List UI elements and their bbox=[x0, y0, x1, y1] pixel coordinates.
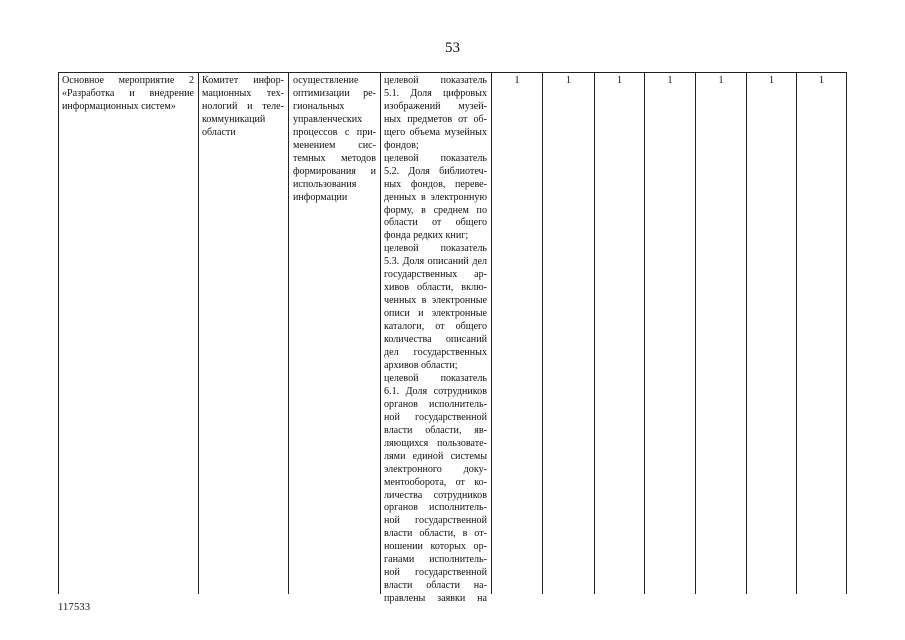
indicator-line: власти области на- bbox=[384, 580, 487, 592]
indicator-line: ментооборота, от ко- bbox=[384, 476, 487, 488]
indicator-line: 5.1. Доля цифровых bbox=[384, 87, 487, 99]
event-name-line: «Разработка и внедрение bbox=[62, 87, 194, 99]
col-border bbox=[695, 72, 696, 594]
value-cell: 1 bbox=[616, 75, 623, 86]
executor-line: нологий и теле- bbox=[202, 100, 284, 112]
program-table bbox=[58, 72, 846, 605]
value-cell: 1 bbox=[514, 75, 520, 86]
indicator-line: целевой показатель bbox=[384, 75, 487, 86]
col-border bbox=[846, 72, 847, 594]
event-name-line: информационных систем» bbox=[62, 100, 176, 112]
indicator-line: каталоги, от общего bbox=[384, 321, 487, 333]
executor-line: мационных тех- bbox=[202, 87, 284, 99]
value-cell: 1 bbox=[768, 75, 775, 86]
indicator-line: власти области, яв- bbox=[384, 424, 487, 436]
indicator-line: личества сотрудников bbox=[384, 489, 487, 501]
indicator-line: ной государственной bbox=[384, 411, 487, 423]
indicator-line: ной государственной bbox=[384, 515, 487, 527]
result-line: гиональных bbox=[293, 100, 345, 112]
value-cell: 1 bbox=[565, 75, 572, 86]
indicator-line: ных фондов, переве- bbox=[384, 178, 487, 190]
indicator-line: форму, в среднем по bbox=[384, 204, 487, 216]
result-line: осуществление bbox=[293, 75, 359, 86]
indicator-line: целевой показатель bbox=[384, 243, 487, 255]
value-cell: 1 bbox=[667, 75, 673, 86]
indicator-line: фонда редких книг; bbox=[384, 230, 469, 242]
executor-line: коммуникаций bbox=[202, 113, 266, 125]
col-border bbox=[491, 72, 492, 594]
indicator-line: хивов области, вклю- bbox=[384, 282, 487, 294]
col-border bbox=[288, 72, 289, 594]
indicator-line: органов исполнитель- bbox=[384, 398, 487, 410]
indicator-line: 5.2. Доля библиотеч- bbox=[384, 165, 487, 177]
indicator-line: описи и электронные bbox=[384, 308, 487, 320]
table-top-border bbox=[58, 72, 846, 73]
col-border bbox=[380, 72, 381, 594]
indicator-line: правлены заявки на bbox=[384, 593, 487, 605]
col-border bbox=[796, 72, 797, 594]
indicator-line: архивов области; bbox=[384, 359, 458, 371]
result-line: формирования и bbox=[293, 165, 376, 177]
col-border bbox=[746, 72, 747, 594]
col-border bbox=[58, 72, 59, 594]
indicator-line: количества описаний bbox=[384, 334, 487, 346]
indicator-line: ной государственной bbox=[384, 567, 487, 579]
indicator-line: ных предметов от об- bbox=[384, 113, 487, 125]
indicator-line: денных в электронную bbox=[384, 191, 487, 203]
executor-line: области bbox=[202, 126, 236, 138]
indicator-line: целевой показатель bbox=[384, 152, 487, 164]
document-code: 117533 bbox=[58, 602, 91, 613]
col-border bbox=[542, 72, 543, 594]
indicator-line: ченных в электронные bbox=[384, 295, 487, 307]
indicator-line: целевой показатель bbox=[384, 372, 487, 384]
indicator-line: лями единой системы bbox=[384, 450, 487, 462]
page-number: 53 bbox=[445, 40, 460, 56]
result-line: менением сис- bbox=[293, 139, 376, 151]
indicator-line: 5.3. Доля описаний дел bbox=[384, 256, 487, 268]
result-line: оптимизации ре- bbox=[293, 87, 376, 99]
indicator-line: изображений музей- bbox=[384, 100, 487, 112]
indicator-line: дел государственных bbox=[384, 347, 487, 359]
indicator-line: фондов; bbox=[384, 139, 419, 151]
target-indicators-cell bbox=[384, 75, 487, 606]
indicator-line: 6.1. Доля сотрудников bbox=[384, 385, 487, 397]
result-line: использования bbox=[293, 178, 357, 190]
indicator-line: власти области, в от- bbox=[384, 528, 487, 540]
indicator-line: ношении которых ор- bbox=[384, 541, 487, 553]
event-name-line: Основное мероприятие 2 bbox=[62, 75, 194, 86]
result-line: темных методов bbox=[293, 152, 376, 164]
col-border bbox=[198, 72, 199, 594]
indicator-line: электронного доку- bbox=[384, 463, 487, 475]
value-cell: 1 bbox=[818, 75, 825, 86]
indicator-line: щего объема музейных bbox=[384, 126, 487, 138]
result-line: управленческих bbox=[293, 113, 363, 125]
indicator-line: ганами исполнитель- bbox=[384, 554, 487, 566]
col-border bbox=[594, 72, 595, 594]
indicator-line: органов исполнитель- bbox=[384, 502, 487, 514]
indicator-line: области от общего bbox=[384, 217, 487, 229]
result-line: информации bbox=[293, 191, 348, 203]
executor-cell bbox=[202, 75, 284, 140]
col-border bbox=[644, 72, 645, 594]
event-name-cell bbox=[62, 75, 194, 114]
indicator-line: государственных ар- bbox=[384, 269, 487, 281]
result-line: процессов с при- bbox=[293, 126, 376, 138]
indicator-line: ляющихся пользовате- bbox=[384, 437, 487, 449]
executor-line: Комитет инфор- bbox=[202, 75, 284, 86]
expected-result-cell bbox=[293, 75, 376, 205]
value-cell: 1 bbox=[718, 75, 724, 86]
